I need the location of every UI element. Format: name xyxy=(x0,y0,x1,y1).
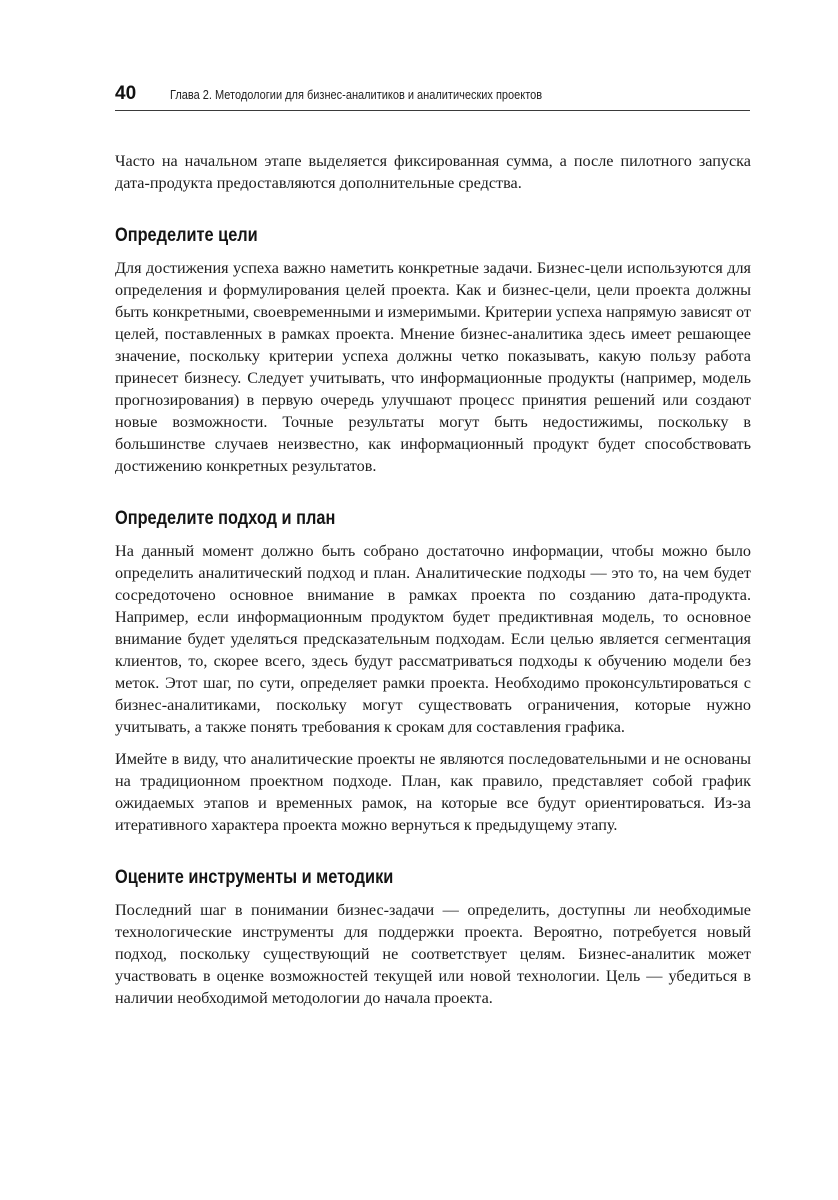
page-number: 40 xyxy=(115,83,137,104)
section-tools-paragraph: Последний шаг в понимании бизнес-задачи — определить, доступны ли необходимые технологические инструменты для поддержки проекта. Вероятно, потребуется новый подход, поскольку существующий не соответствует целям. Бизнес-аналитик может участвовать в оценке возможностей текущей или новой технологии. Цель — убедиться в наличии необходимой методологии до начала проекта. xyxy=(115,901,751,1007)
section-goals-paragraph: Для достижения успеха важно наметить конкретные задачи. Бизнес-цели используются для определения и формулирования целей проекта. Как и бизнес-цели, цели проекта должны быть конкретными, своевременными и измеримыми. Критерии успеха напрямую зависят от целей, поставленных в рамках проекта. Мнение бизнес-аналитика здесь имеет решающее значение, поскольку критерии успеха должны четко показывать, какую пользу работа принесет бизнесу. Следует учитывать, что информационные продукты (например, модель прогнозирования) в первую очередь улучшают процесс принятия решений или создают новые возможности. Точные результаты могут быть недостижимы, поскольку в большинстве случаев неизвестно, как информационный продукт будет способствовать достижению конкретных результатов. xyxy=(115,259,751,475)
section-approach xyxy=(115,507,751,836)
section-title-goals: Определите цели xyxy=(115,225,258,246)
section-tools xyxy=(115,866,751,1009)
section-approach-paragraph-2: Имейте в виду, что аналитические проекты не являются последовательными и не основаны на традиционном проектном подходе. План, как правило, представляет собой график ожидаемых этапов и временных рамок, на которые все будут ориентироваться. Из-за итеративного характера проекта можно вернуться к предыдущему этапу. xyxy=(115,750,751,834)
intro-paragraph: Часто на начальном этапе выделяется фиксированная сумма, а после пилотного запуска дата-продукта предоставляются дополнительные средства. xyxy=(115,152,751,192)
running-head: Глава 2. Методологии для бизнес-аналитиков и аналитических проектов xyxy=(170,88,543,102)
page-body xyxy=(115,150,751,1009)
section-title-approach: Определите подход и план xyxy=(115,508,336,529)
section-title-tools: Оцените инструменты и методики xyxy=(115,867,394,888)
page-header xyxy=(115,82,750,111)
section-approach-paragraph-1: На данный момент должно быть собрано достаточно информации, чтобы можно было определить аналитический подход и план. Аналитические подходы — это то, на чем будет сосредоточено основное внимание в рамках проекта по созданию дата-продукта. Например, если информационным продуктом будет предиктивная модель, то основное внимание будет уделяться предсказательным подходам. Если целью является сегментация клиентов, то, скорее всего, здесь будут рассматриваться подходы к обучению модели без меток. Этот шаг, по сути, определяет рамки проекта. Необходимо проконсультироваться с бизнес-аналитиками, поскольку могут существовать ограничения, которые нужно учитывать, а также понять требования к срокам для составления графика. xyxy=(115,542,751,736)
section-goals xyxy=(115,224,751,477)
